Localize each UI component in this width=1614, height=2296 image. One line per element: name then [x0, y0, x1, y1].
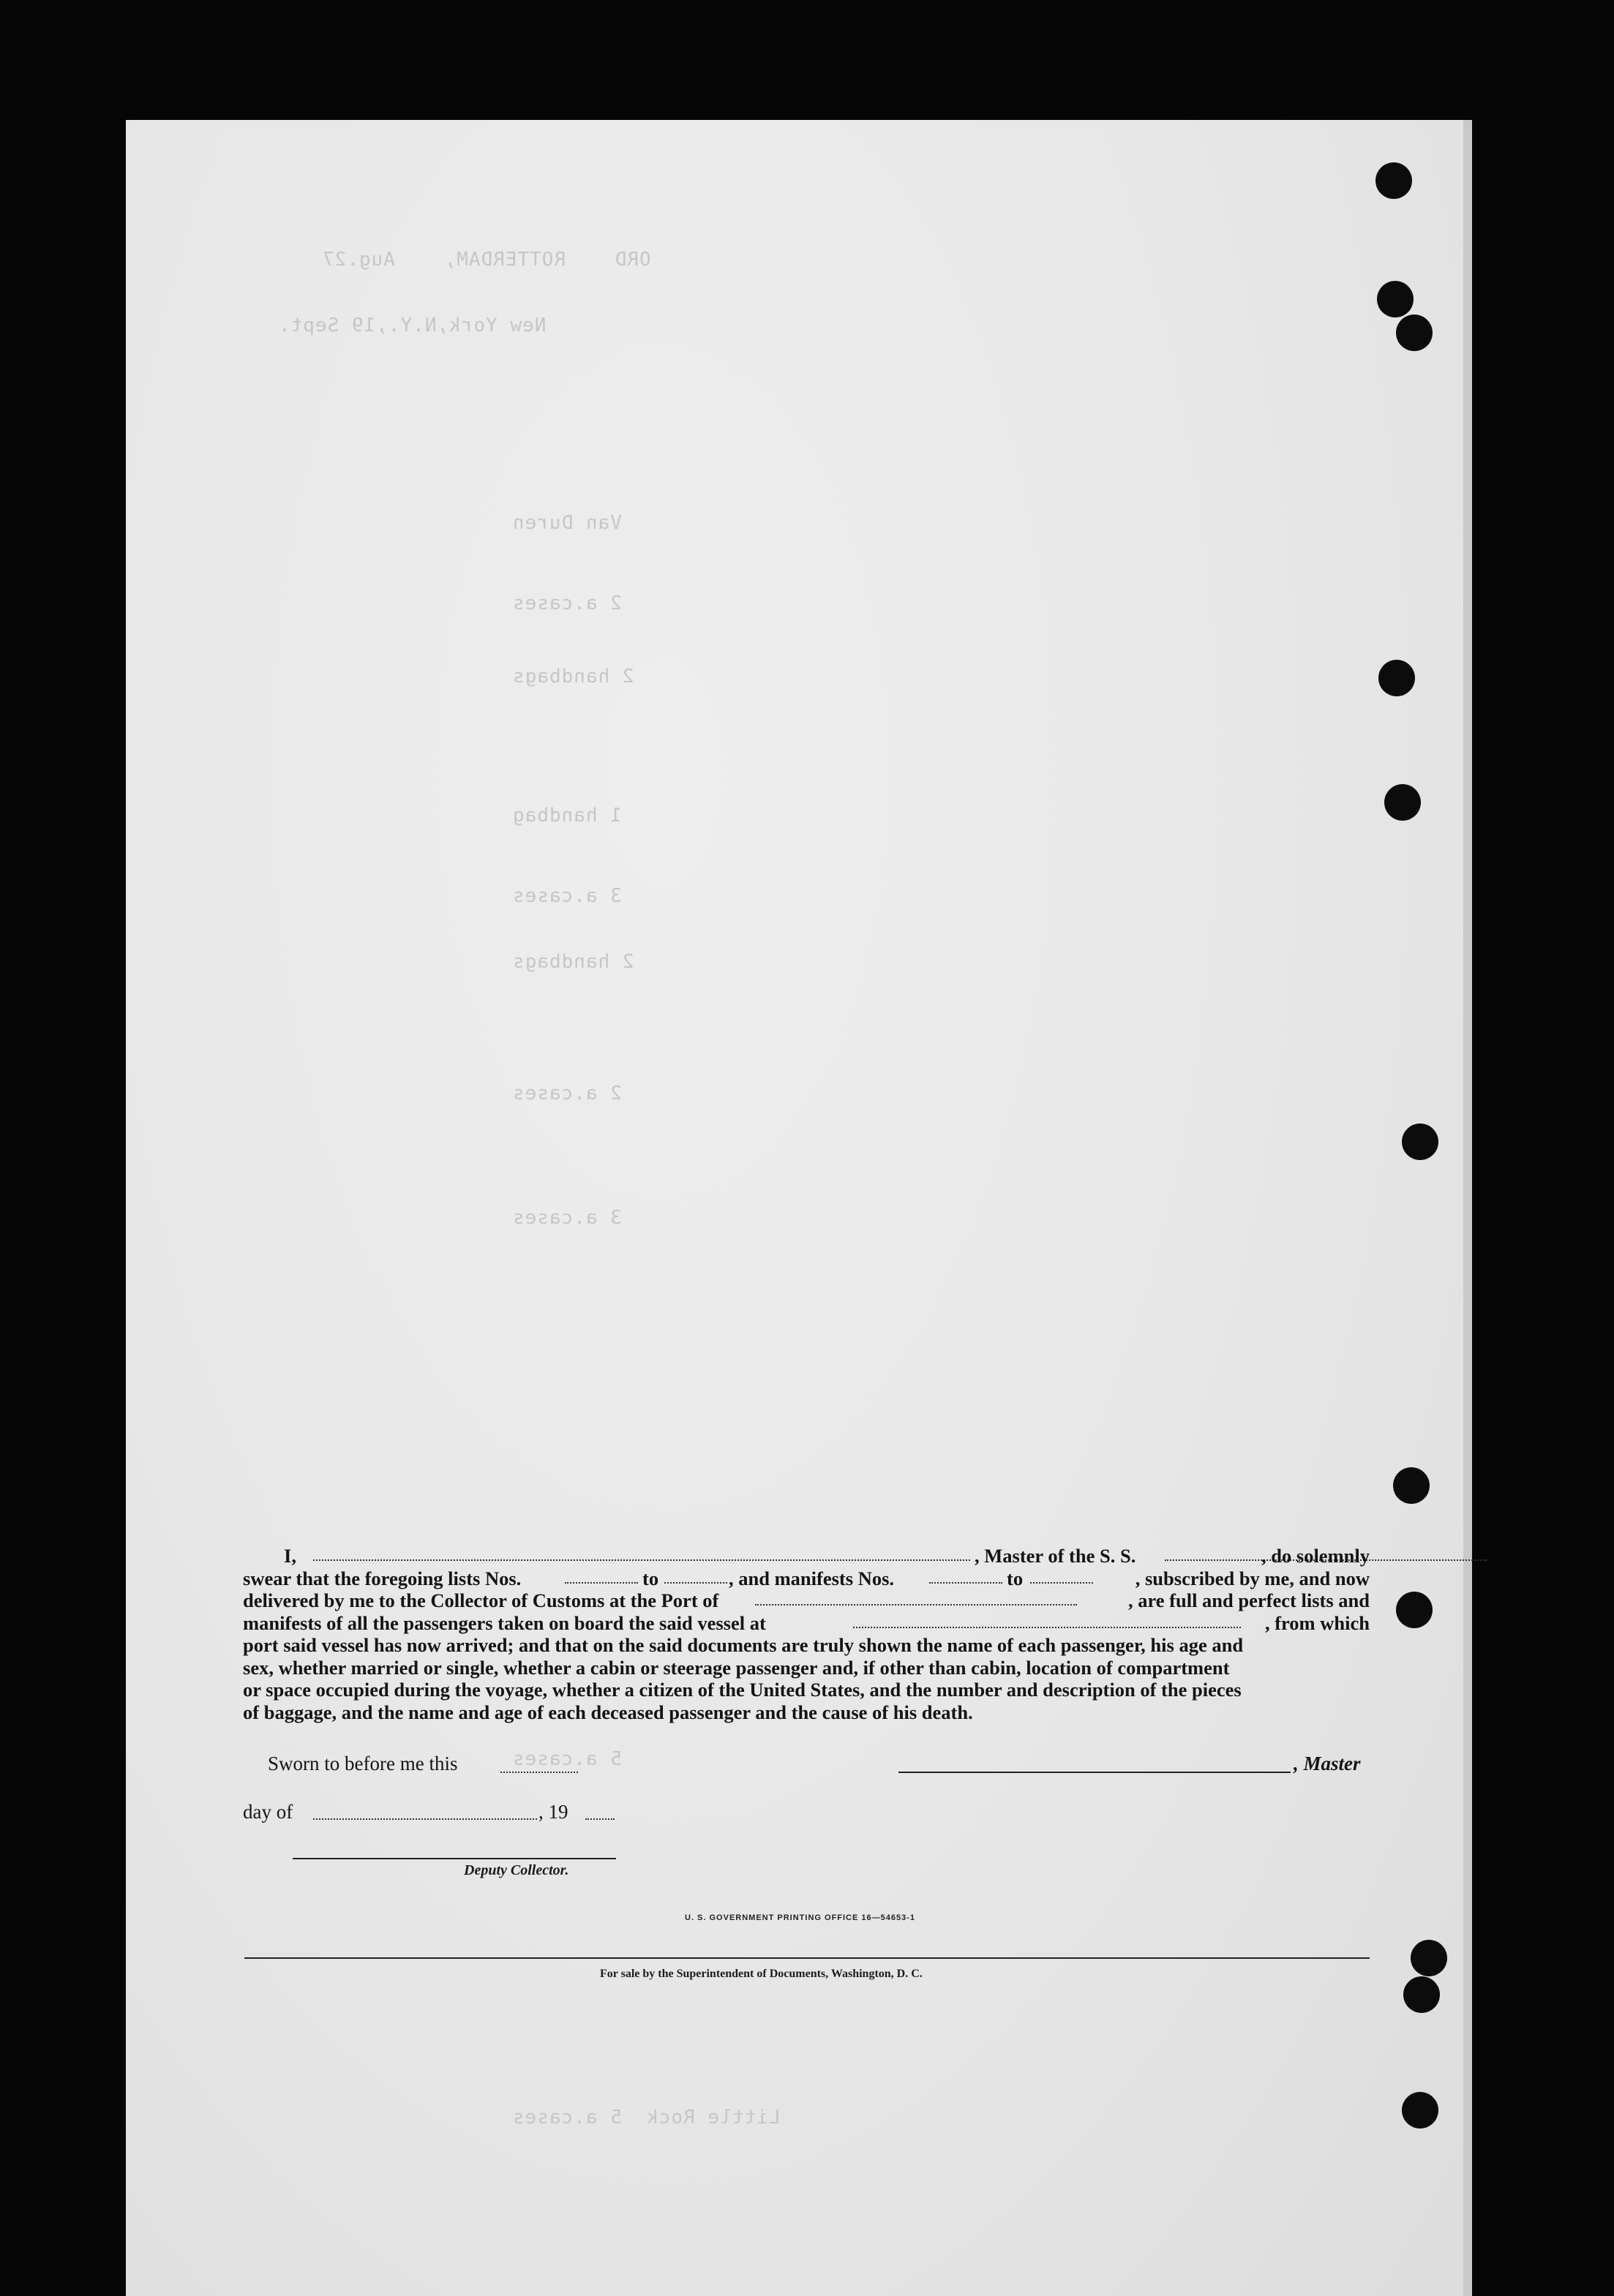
oath-text: , subscribed by me, and now: [1135, 1567, 1370, 1589]
punch-hole: [1378, 660, 1415, 696]
deputy-collector-label: Deputy Collector.: [464, 1862, 569, 1878]
oath-line: [243, 1567, 1370, 1590]
punch-hole: [1384, 784, 1421, 821]
oath-text: delivered by me to the Collector of Customs at the Port of: [243, 1589, 719, 1611]
month-line: [313, 1818, 537, 1820]
sworn-date-line: [500, 1772, 578, 1773]
punch-hole: [1377, 281, 1414, 317]
master-label: , Master: [1294, 1753, 1361, 1774]
oath-text: swear that the foregoing lists Nos.: [243, 1567, 522, 1589]
year-label: , 19: [538, 1801, 568, 1823]
oath-text: to: [1007, 1567, 1024, 1589]
oath-text: port said vessel has now arrived; and that on the said documents are truly shown the name of each passenger, his age and: [243, 1634, 1244, 1656]
oath-text: sex, whether married or single, whether a cabin or steerage passenger and, if other than cabin, location of compartment: [243, 1656, 1230, 1679]
oath-line: [243, 1612, 1370, 1635]
bleed-through-text: 2 handbags: [512, 951, 634, 973]
bleed-through-text: 3 a.cases: [512, 885, 622, 907]
punch-hole: [1402, 2092, 1438, 2128]
port-blank: [755, 1604, 1077, 1606]
oath-text: , and manifests Nos.: [729, 1567, 895, 1589]
oath-paragraph: [243, 1545, 1370, 1723]
bleed-through-text: 2 handbags: [512, 666, 634, 688]
oath-text: , from which: [1264, 1611, 1370, 1634]
bleed-through-text: 2 a.cases: [512, 592, 622, 614]
oath-line: [243, 1634, 1370, 1657]
punch-hole: [1396, 315, 1433, 351]
for-sale-notice: For sale by the Superintendent of Documents, Washington, D. C.: [600, 1968, 923, 1980]
punch-hole: [1375, 162, 1412, 199]
bleed-through-text: Van Duren: [512, 512, 622, 534]
day-of-label: day of: [243, 1801, 293, 1823]
bleed-through-text: New York,N.Y.,19 Sept.: [278, 315, 547, 336]
oath-line: [243, 1701, 1370, 1724]
oath-text: of baggage, and the name and age of each deceased passenger and the cause of his death.: [243, 1701, 973, 1723]
bleed-through-text: 3 a.cases: [512, 1207, 622, 1229]
punch-hole: [1411, 1940, 1447, 1976]
manifest-to-blank: [1030, 1582, 1093, 1584]
bleed-through-text: 2 a.cases: [512, 1083, 622, 1104]
master-name-blank: [313, 1559, 970, 1561]
footer-rule: [244, 1957, 1370, 1959]
oath-line: [243, 1545, 1370, 1567]
list-from-blank: [565, 1582, 638, 1584]
oath-text: or space occupied during the voyage, whether a citizen of the United States, and the number and description of the pieces: [243, 1679, 1242, 1701]
bleed-through-text: ORD ROTTERDAM, Aug.27: [322, 249, 651, 271]
oath-text: , are full and perfect lists and: [1127, 1589, 1370, 1611]
manifest-from-blank: [929, 1582, 1002, 1584]
oath-text: , do solemnly: [1261, 1545, 1370, 1567]
oath-line: [243, 1679, 1370, 1701]
punch-hole: [1393, 1467, 1430, 1504]
punch-hole: [1396, 1592, 1433, 1628]
list-to-blank: [664, 1582, 727, 1584]
bleed-through-text: 1 handbag: [512, 805, 622, 827]
bleed-through-text: Little Rock 5 a.cases: [512, 2107, 781, 2128]
oath-line: [243, 1657, 1370, 1679]
master-signature-line: [898, 1772, 1291, 1773]
oath-text: manifests of all the passengers taken on board the said vessel at: [243, 1611, 766, 1634]
oath-text: to: [642, 1567, 659, 1589]
punch-hole: [1402, 1123, 1438, 1160]
punch-hole: [1403, 1976, 1440, 2013]
oath-text: I,: [284, 1545, 296, 1567]
printing-office-imprint: U. S. GOVERNMENT PRINTING OFFICE 16—54653-1: [685, 1913, 916, 1922]
sworn-label: Sworn to before me this: [268, 1753, 458, 1774]
oath-line: [243, 1589, 1370, 1612]
year-line: [585, 1818, 615, 1820]
bleed-through-text: 5 a.cases: [512, 1748, 622, 1770]
oath-text: , Master of the S. S.: [975, 1545, 1136, 1567]
page-edge: [1463, 120, 1472, 2296]
departure-port-blank: [853, 1627, 1241, 1628]
deputy-signature-line: [293, 1858, 616, 1859]
